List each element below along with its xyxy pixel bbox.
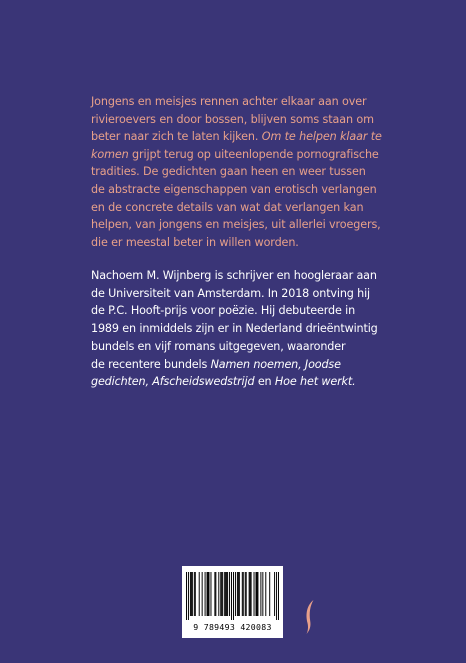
bio-line: de Universiteit van Amsterdam. In 2018 ontving hij <box>91 286 371 300</box>
barcode-bar <box>202 572 203 616</box>
barcode-bar <box>243 572 244 616</box>
isbn-number: 9 789493 420083 <box>193 622 272 632</box>
barcode-bar <box>225 572 226 616</box>
barcode-bar <box>218 572 219 616</box>
author-bio <box>91 267 391 391</box>
blurb-line <box>91 128 391 146</box>
isbn-barcode <box>182 566 283 638</box>
bio-line: 1989 en inmiddels zijn er in Nederland drieëntwintig <box>91 322 378 336</box>
barcode-bar <box>265 572 266 616</box>
book-title-italic: Om te helpen klaar te <box>261 130 382 144</box>
blurb-line: die er meestal beter in willen worden. <box>91 235 299 249</box>
blurb-line: de abstracte eigenschappen van erotisch verlangen <box>91 182 377 196</box>
bio-fragment: en <box>254 375 275 389</box>
barcode-bar <box>192 572 193 616</box>
book-title-italic: komen <box>91 147 129 161</box>
barcode-bar <box>278 572 279 620</box>
blurb-line: rivieroevers en door bossen, blijven soms staan om <box>91 112 374 126</box>
bio-line <box>91 356 391 374</box>
barcode-bar <box>207 572 208 616</box>
barcode-bar <box>238 572 239 616</box>
collection-title-italic: Hoe het werkt. <box>274 375 356 389</box>
barcode-bar <box>221 572 222 616</box>
barcode-bar <box>256 572 257 616</box>
bio-fragment: de recentere bundels <box>91 357 211 371</box>
barcode-bar <box>210 572 211 616</box>
barcode-bar <box>215 572 216 616</box>
blurb-line <box>91 146 391 164</box>
blurb-text <box>91 93 391 251</box>
barcode-bar <box>235 572 236 616</box>
barcode-bar <box>220 572 221 616</box>
barcode-icon <box>186 572 279 620</box>
barcode-bar <box>257 572 258 616</box>
barcode-bar <box>276 572 277 620</box>
barcode-bar <box>194 572 195 616</box>
barcode-bar <box>256 572 257 616</box>
publisher-logo-icon <box>304 599 316 635</box>
barcode-bar <box>227 572 228 616</box>
blurb-line: tradities. De gedichten gaan heen en weer tussen <box>91 165 366 179</box>
barcode-bar <box>249 572 250 616</box>
barcode-bar <box>205 572 206 616</box>
bio-line: Nachoem M. Wijnberg is schrijver en hoogleraar aan <box>91 269 377 282</box>
blurb-fragment: beter naar zich te laten kijken. <box>91 130 262 144</box>
barcode-bar <box>186 572 187 620</box>
blurb-line: helpen, van jongens en meisjes, uit allerlei vroegers, <box>91 218 381 232</box>
barcode-bar <box>269 572 270 616</box>
barcode-bar <box>237 572 238 616</box>
barcode-bar <box>226 572 227 616</box>
barcode-bar <box>231 572 232 620</box>
bio-line <box>91 373 391 391</box>
barcode-bar <box>245 572 246 616</box>
barcode-bar <box>222 572 223 616</box>
barcode-bar <box>195 572 196 616</box>
blurb-line: Jongens en meisjes rennen achter elkaar aan over <box>91 95 367 108</box>
barcode-bar <box>242 572 243 616</box>
barcode-bar <box>190 572 191 616</box>
barcode-bar <box>188 572 189 620</box>
bio-line: de P.C. Hooft-prijs voor poëzie. Hij debuteerde in <box>91 304 356 318</box>
barcode-bar <box>246 572 247 616</box>
barcode-bar <box>250 572 251 616</box>
collection-title-italic: gedichten, Afscheidswedstrijd <box>91 375 255 389</box>
barcode-bar <box>209 572 210 616</box>
logo-quill-shape <box>307 600 314 634</box>
barcode-bar <box>214 572 215 616</box>
blurb-fragment: grijpt terug op uiteenlopende pornografische <box>128 147 379 161</box>
blurb-line: en de concrete details van wat dat verlangen kan <box>91 200 364 214</box>
barcode-bar <box>251 572 252 616</box>
barcode-bar <box>239 572 240 616</box>
bio-line: bundels en vijf romans uitgegeven, waaronder <box>91 339 346 353</box>
barcode-bar <box>260 572 261 616</box>
barcode-bar <box>233 572 234 620</box>
barcode-bar <box>208 572 209 616</box>
collection-title-italic: Namen noemen, Joodse <box>210 357 341 371</box>
barcode-bar <box>229 572 230 616</box>
barcode-bar <box>191 572 192 616</box>
barcode-bar <box>274 572 275 616</box>
barcode-bar <box>224 572 225 616</box>
barcode-bar <box>254 572 255 616</box>
barcode-bar <box>262 572 263 616</box>
barcode-bar <box>199 572 200 616</box>
